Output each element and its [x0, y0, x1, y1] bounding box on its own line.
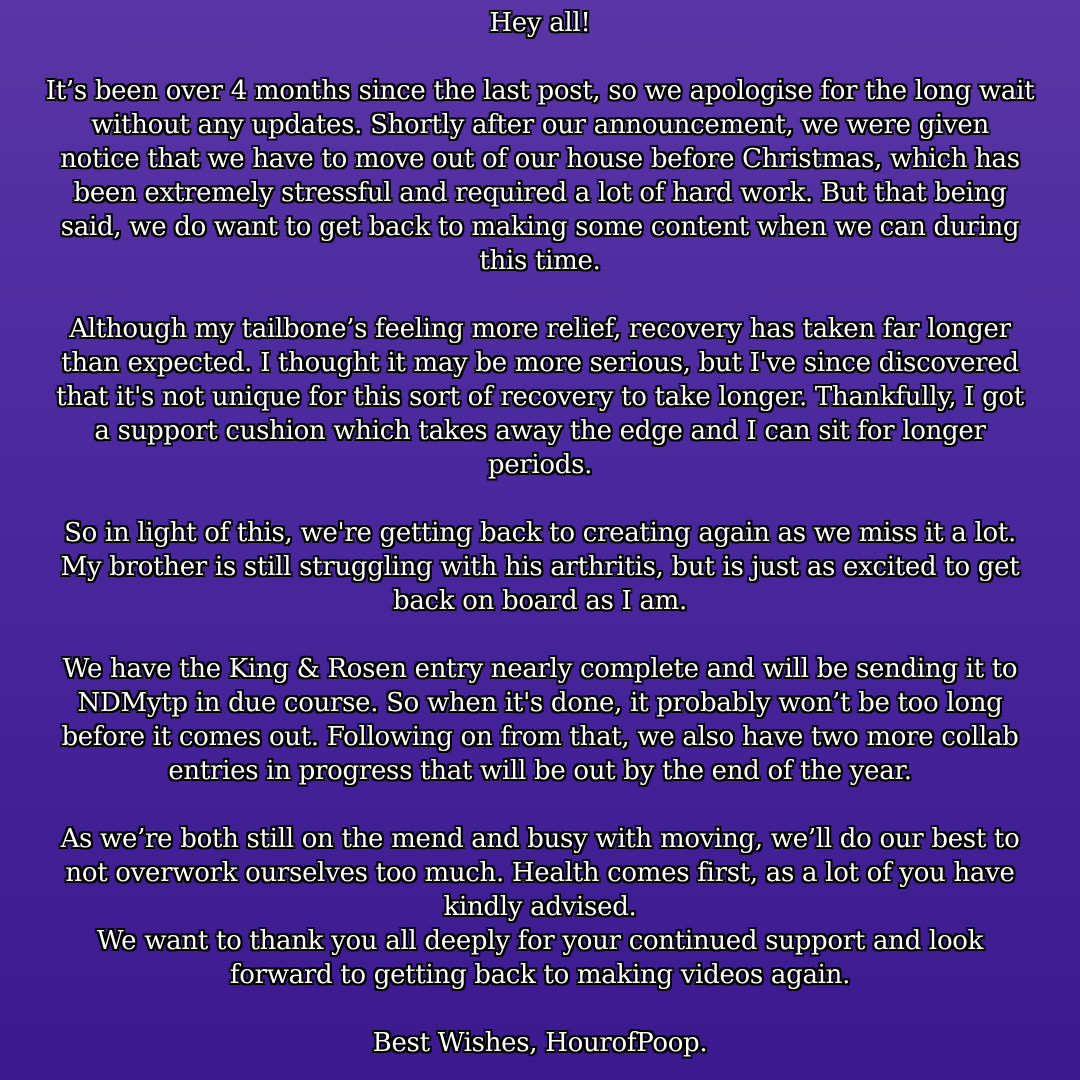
paragraph-line: before it comes out. Following on from that, we also have two more collab — [61, 722, 1019, 752]
paragraph-line: My brother is still struggling with his arthritis, but is just as excited to get — [60, 552, 1020, 582]
paragraph-recovery — [6, 312, 1074, 482]
paragraph-line: We have the King & Rosen entry nearly complete and will be sending it to — [62, 654, 1018, 684]
paragraph-line: said, we do want to get back to making some content when we can during — [60, 212, 1020, 242]
paragraph-line: We want to thank you all deeply for your continued support and look — [96, 926, 984, 956]
paragraph-line: not overwork ourselves too much. Health comes first, as a lot of you have — [65, 858, 1015, 888]
paragraph-upcoming-entries — [6, 652, 1074, 788]
paragraph-line: notice that we have to move out of our house before Christmas, which has — [60, 144, 1020, 174]
greeting — [6, 6, 1074, 40]
paragraph-line: So in light of this, we're getting back to creating again as we miss it a lot. — [64, 518, 1016, 548]
paragraph-line: this time. — [479, 246, 601, 276]
paragraph-line: a support cushion which takes away the edge and I can sit for longer — [94, 416, 986, 446]
paragraph-line: Although my tailbone’s feeling more relief, recovery has taken far longer — [69, 314, 1011, 344]
paragraph-line: than expected. I thought it may be more serious, but I've since discovered — [61, 348, 1019, 378]
paragraph-line: It’s been over 4 months since the last post, so we apologise for the long wait — [45, 76, 1035, 106]
paragraph-line: that it's not unique for this sort of recovery to take longer. Thankfully, I got — [56, 382, 1024, 412]
paragraph-line: NDMytp in due course. So when it's done, it probably won’t be too long — [77, 688, 1003, 718]
paragraph-line: kindly advised. — [443, 892, 637, 922]
paragraph-line: periods. — [487, 450, 593, 480]
paragraph-line: entries in progress that will be out by the end of the year. — [168, 756, 912, 786]
signoff — [6, 1026, 1074, 1060]
paragraph-creating-again — [6, 516, 1074, 618]
paragraph-line: forward to getting back to making videos again. — [229, 960, 851, 990]
paragraph-line: been extremely stressful and required a lot of hard work. But that being — [73, 178, 1007, 208]
paragraph-line: As we’re both still on the mend and busy with moving, we’ll do our best to — [60, 824, 1020, 854]
paragraph-line: without any updates. Shortly after our announcement, we were given — [91, 110, 989, 140]
paragraph-health-thanks — [6, 822, 1074, 992]
signoff-text: Best Wishes, HourofPoop. — [372, 1028, 708, 1058]
paragraph-line: back on board as I am. — [393, 586, 687, 616]
greeting-text: Hey all! — [489, 8, 591, 38]
paragraph-move-update — [6, 74, 1074, 278]
